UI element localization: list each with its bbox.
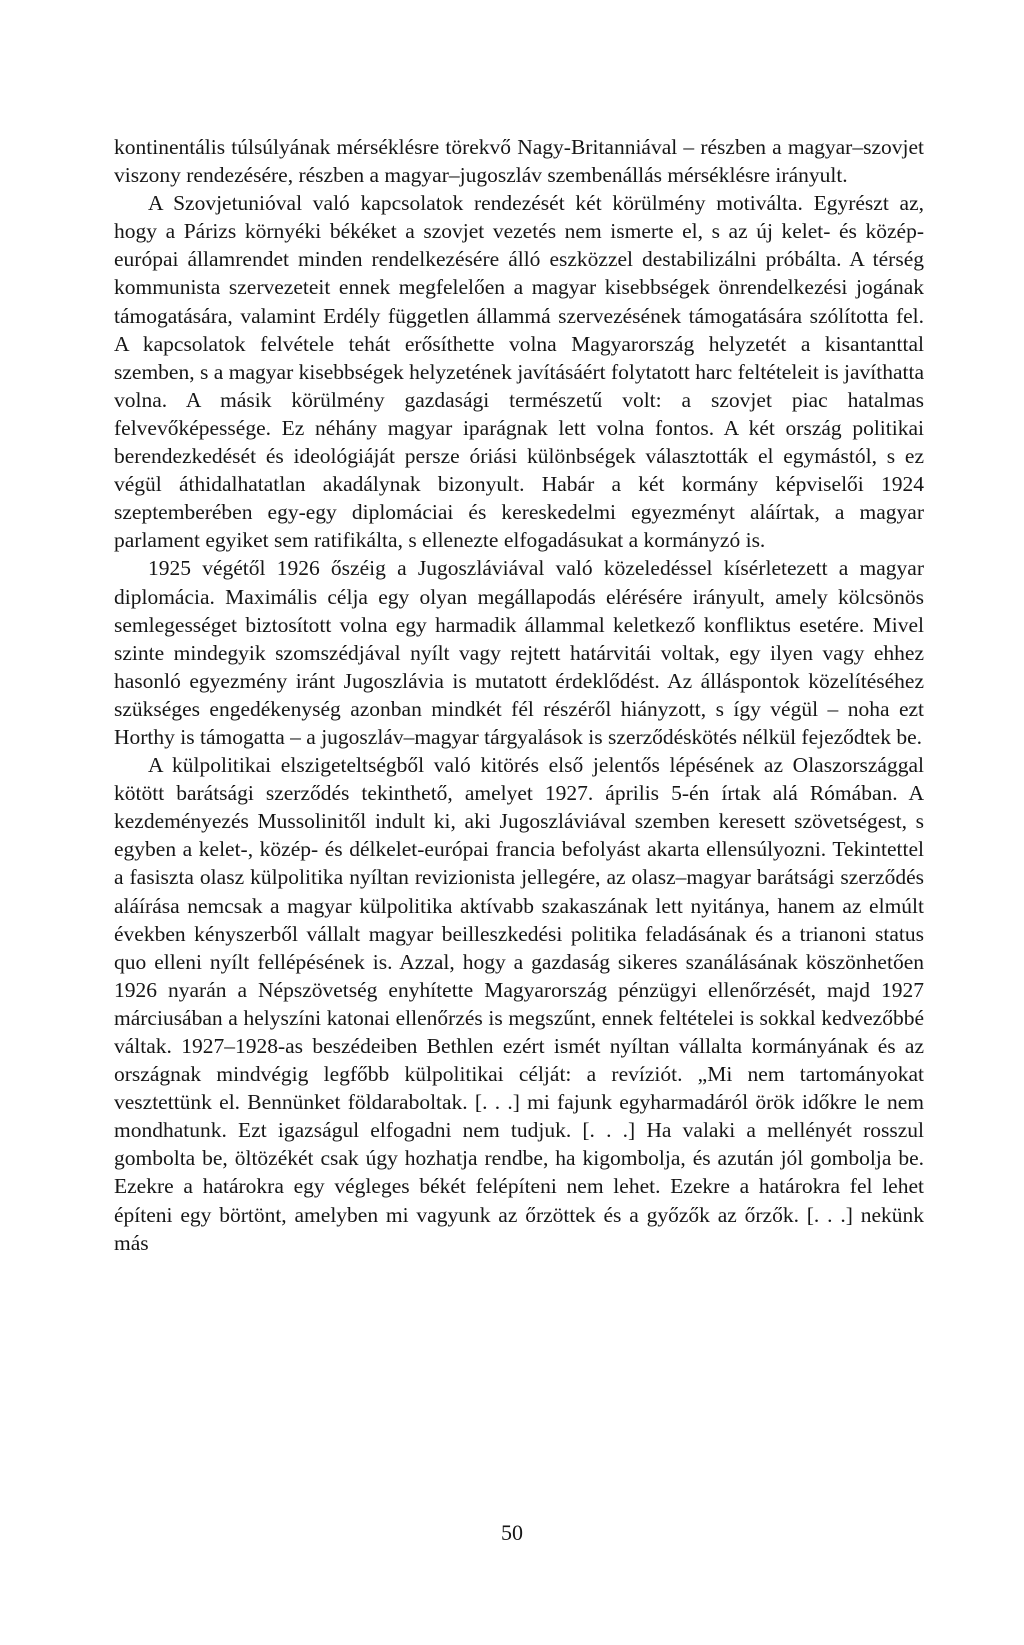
paragraph-1: kontinentális túlsúlyának mérséklésre törekvő Nagy-Britanniával – részben a magyar–szovjet viszony rendezésére, részben a magyar–jugoszláv szembenállás mérséklésre irányult. — [114, 135, 924, 188]
paragraph-2: A Szovjetunióval való kapcsolatok rendezését két körülmény motiválta. Egyrészt az, hogy a Párizs környéki békéket a szovjet vezetés nem ismerte el, s az új kelet- és közép-európai államrendet minden rendelkezésére álló eszközzel destabilizálni próbálta. A térség kommunista szervezeteit ennek megfelelően a magyar kisebbségek önrendelkezési jogának támogatására, valamint Erdély független állammá szervezésének támogatására szólította fel. A kapcsolatok felvétele tehát erősíthette volna Magyarország helyzetét a kisantanttal szemben, s a magyar kisebbségek helyzetének javításáért folytatott harc feltételeit is javíthatta volna. A másik körülmény gazdasági természetű volt: a szovjet piac hatalmas felvevőképessége. Ez néhány magyar iparágnak lett volna fontos. A két ország politikai berendezkedését és ideológiáját persze óriási különbségek választották el egymástól, s ez végül áthidalhatatlan akadálynak bizonyult. Habár a két kormány képviselői 1924 szeptemberében egy-egy diplomáciai és kereskedelmi egyezményt aláírtak, a magyar parlament egyiket sem ratifikálta, s ellenezte elfogadásukat a kormányzó is. — [114, 191, 924, 553]
paragraph-4: A külpolitikai elszigeteltségből való kitörés első jelentős lépésének az Olaszországgal kötött barátsági szerződés tekinthető, amelyet 1927. április 5-én írtak alá Rómában. A kezdeményezés Mussolinitől indult ki, aki Jugoszláviával szemben keresett szövetségest, s egyben a kelet-, közép- és délkelet-európai francia befolyást akarta ellensúlyozni. Tekintettel a fasiszta olasz külpolitika nyíltan revizionista jellegére, az olasz–magyar barátsági szerződés aláírása nemcsak a magyar külpolitika aktívabb szakaszának lett nyitánya, hanem az elmúlt években kényszerből vállalt magyar beilleszkedési politika feladásának és a trianoni status quo elleni nyílt fellépésének is. Azzal, hogy a gazdaság sikeres szanálásának köszönhetően 1926 nyarán a Népszövetség enyhítette Magyarország pénzügyi ellenőrzését, majd 1927 márciusában a helyszíni katonai ellenőrzés is megszűnt, ennek feltételei is sokkal kedvezőbbé váltak. 1927–1928-as beszédeiben Bethlen ezért ismét nyíltan vállalta kormányának és az országnak mindvégig legfőbb külpolitikai célját: a revíziót. „Mi nem tartományokat vesztettünk el. Bennünket földaraboltak. [. . .] mi fajunk egyharmadáról örök időkre le nem mondhatunk. Ezt igazságul elfogadni nem tudjuk. [. . .] Ha valaki a mellényét rosszul gombolta be, öltözékét csak úgy hozhatja rendbe, ha kigombolja, és azután jól gombolja be. Ezekre a határokra egy végleges békét felépíteni nem lehet. Ezekre a határokra fel lehet építeni egy börtönt, amelyben mi vagyunk az őrzöttek és a győzők az őrzők. [. . .] nekünk más — [114, 753, 924, 1255]
page-number: 50 — [501, 1520, 523, 1545]
paragraph-3: 1925 végétől 1926 őszéig a Jugoszláviával való közeledéssel kísérletezett a magyar diplomácia. Maximális célja egy olyan megállapodás elérésére irányult, amely kölcsönös semlegességet biztosított volna egy harmadik állammal keletkező konfliktus esetére. Mivel szinte mindegyik szomszédjával nyílt vagy rejtett határvitái voltak, egy ilyen vagy ehhez hasonló egyezmény iránt Jugoszlávia is mutatott érdeklődést. Az álláspontok közelítéséhez szükséges engedékenység azonban mindkét fél részéről hiányzott, s így végül – noha ezt Horthy is támogatta – a jugoszláv–magyar tárgyalások is szerződéskötés nélkül fejeződtek be. — [114, 556, 924, 749]
body-text — [114, 133, 924, 1257]
